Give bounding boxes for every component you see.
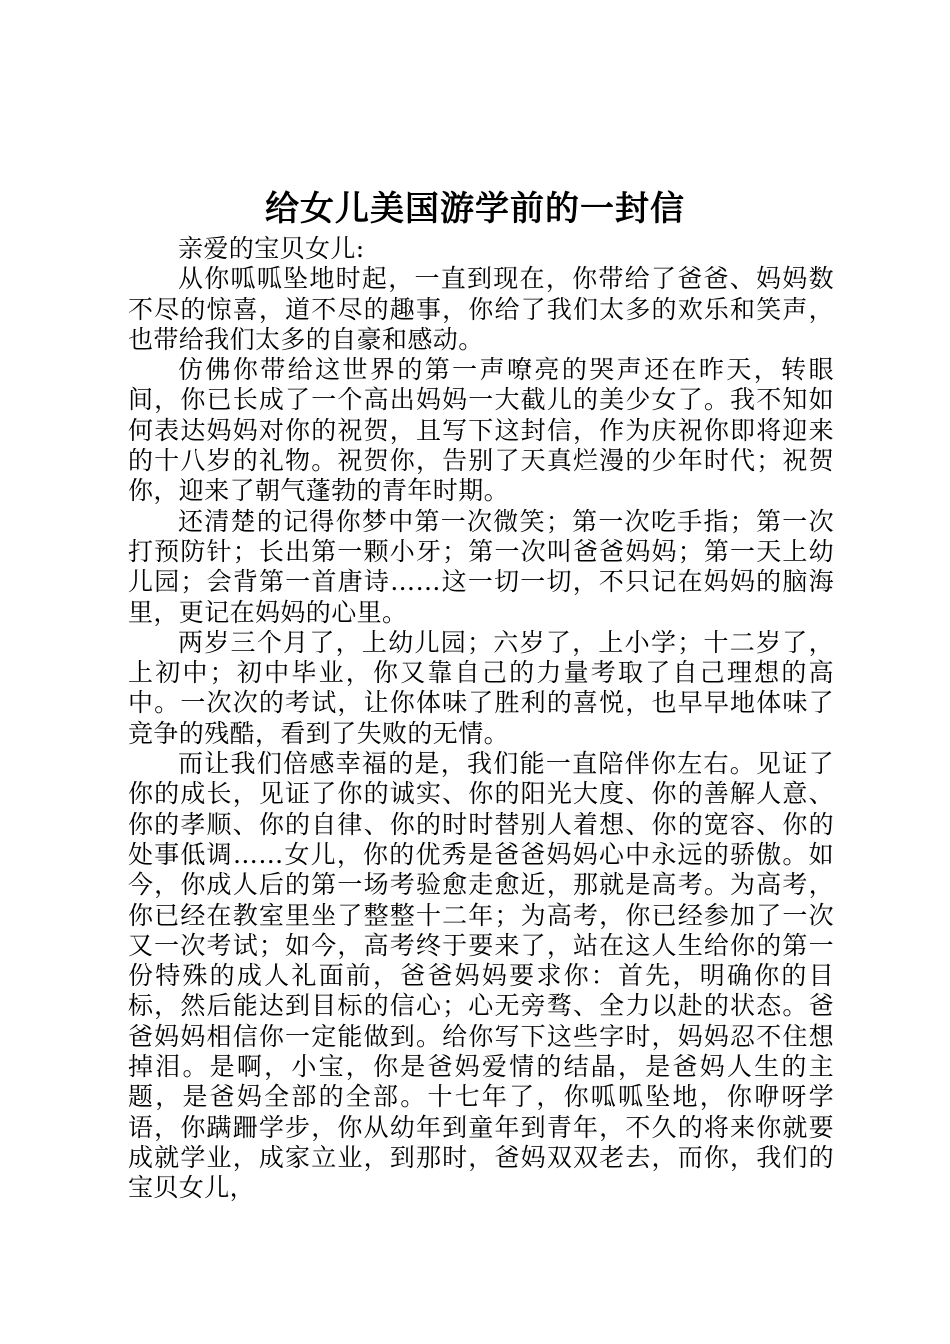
salutation: 亲爱的宝贝女儿: [178, 234, 365, 263]
paragraph-2: 仿佛你带给这世界的第一声嘹亮的哭声还在昨天，转眼间，你已长成了一个高出妈妈一大截儿的美少女了。我不知如何表达妈妈对你的祝贺，且写下这封信，作为庆祝你即将迎来的十八岁的礼物。祝贺你，告别了天真烂漫的少年时代；祝贺你，迎来了朝气蓬勃的青年时期。 [128, 355, 834, 506]
paragraph-4: 两岁三个月了，上幼儿园；六岁了，上小学；十二岁了，上初中；初中毕业，你又靠自己的力量考取了自己理想的高中。一次次的考试，让你体味了胜利的喜悦，也早早地体味了竞争的残酷，看到了失败的无情。 [128, 627, 834, 748]
letter-body [128, 234, 834, 1204]
paragraph-1: 从你呱呱坠地时起，一直到现在，你带给了爸爸、妈妈数不尽的惊喜，道不尽的趣事，你给了我们太多的欢乐和笑声，也带给我们太多的自豪和感动。 [128, 264, 834, 354]
paragraph-5: 而让我们倍感幸福的是，我们能一直陪伴你左右。见证了你的成长，见证了你的诚实、你的阳光大度、你的善解人意、你的孝顺、你的自律、你的时时替别人着想、你的宽容、你的处事低调……女儿，你的优秀是爸爸妈妈心中永远的骄傲。如今，你成人后的第一场考验愈走愈近，那就是高考。为高考，你已经在教室里坐了整整十二年；为高考，你已经参加了一次又一次考试；如今，高考终于要来了，站在这人生给你的第一份特殊的成人礼面前，爸爸妈妈要求你：首先，明确你的目标，然后能达到目标的信心；心无旁骛、全力以赴的状态。爸爸妈妈相信你一定能做到。给你写下这些字时，妈妈忍不住想掉泪。是啊，小宝，你是爸妈爱情的结晶，是爸妈人生的主题，是爸妈全部的全部。十七年了，你呱呱坠地，你咿呀学语，你蹒跚学步，你从幼年到童年到青年，不久的将来你就要成就学业，成家立业，到那时，爸妈双双老去，而你，我们的宝贝女儿， [128, 749, 834, 1203]
document-title: 给女儿美国游学前的一封信 [265, 189, 685, 229]
paragraph-3: 还清楚的记得你梦中第一次微笑；第一次吃手指；第一次打预防针；长出第一颗小牙；第一次叫爸爸妈妈；第一天上幼儿园；会背第一首唐诗……这一切一切，不只记在妈妈的脑海里，更记在妈妈的心里。 [128, 506, 834, 627]
